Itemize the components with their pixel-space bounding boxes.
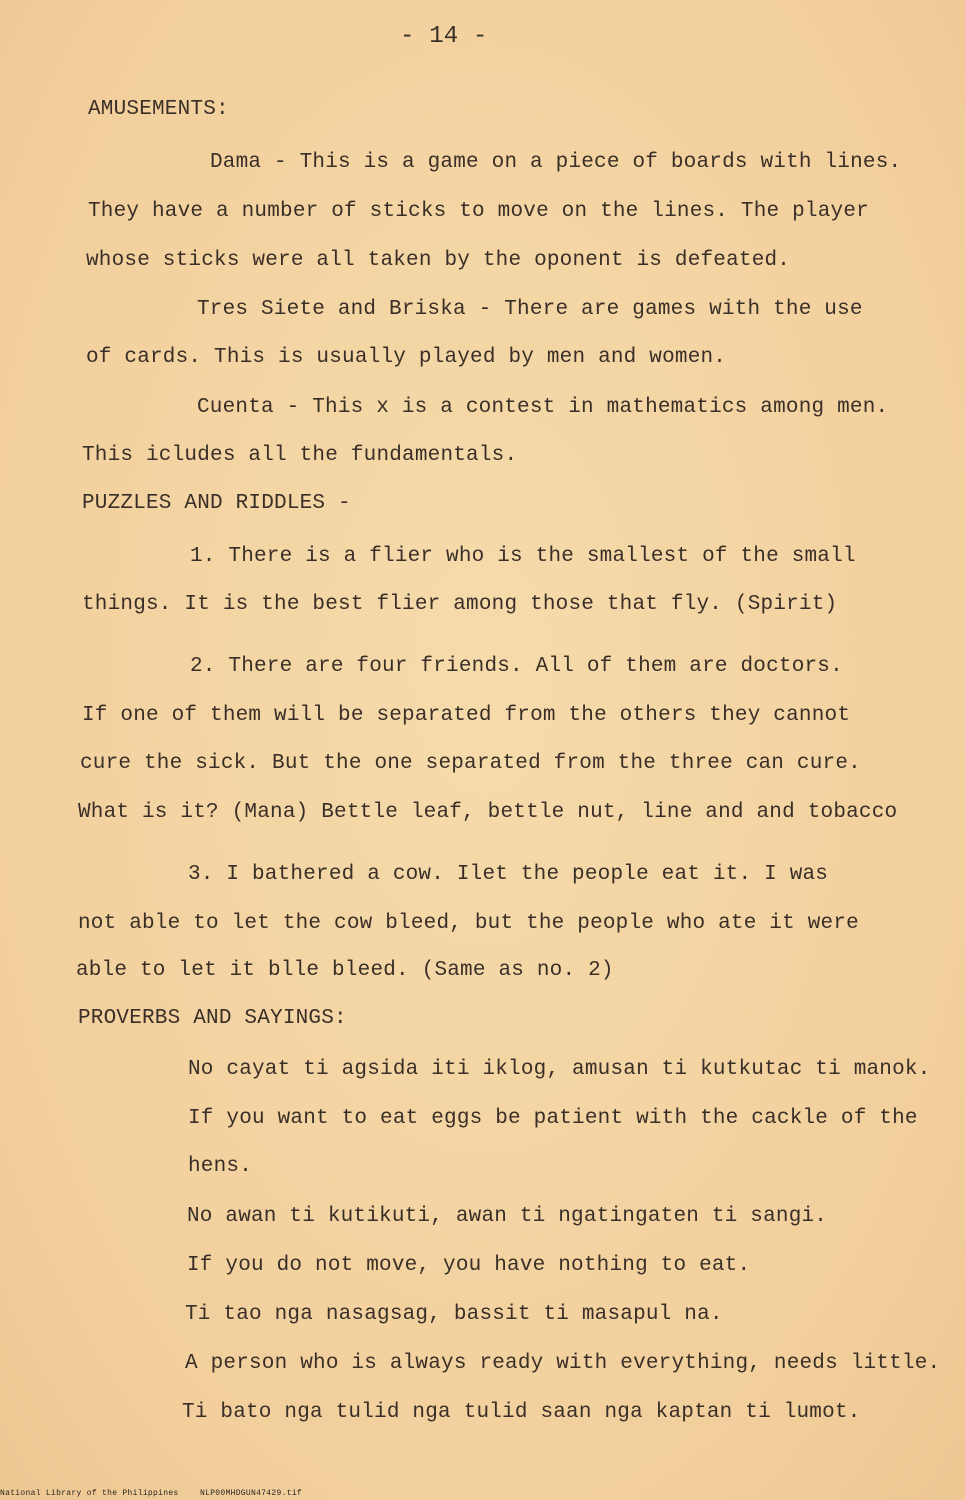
section-heading-proverbs: PROVERBS AND SAYINGS: xyxy=(78,1007,347,1030)
text-line: whose sticks were all taken by the oponent is defeated. xyxy=(86,249,791,272)
text-line: of cards. This is usually played by men and women. xyxy=(86,346,727,369)
text-line: Tres Siete and Briska - There are games with the use xyxy=(197,298,863,321)
text-line: No cayat ti agsida iti iklog, amusan ti kutkutac ti manok. xyxy=(188,1058,931,1081)
text-line: able to let it blle bleed. (Same as no. 2) xyxy=(76,959,614,982)
text-line: If one of them will be separated from the others they cannot xyxy=(82,704,851,727)
text-line: cure the sick. But the one separated from the three can cure. xyxy=(80,752,861,775)
text-line: What is it? (Mana) Bettle leaf, bettle nut, line and and tobacco xyxy=(78,801,898,824)
text-line: not able to let the cow bleed, but the people who ate it were xyxy=(78,912,859,935)
section-heading-puzzles: PUZZLES AND RIDDLES - xyxy=(82,492,351,515)
page-number: - 14 - xyxy=(400,23,488,50)
text-line: No awan ti kutikuti, awan ti ngatingaten ti sangi. xyxy=(187,1205,828,1228)
text-line: 3. I bathered a cow. Ilet the people eat it. I was xyxy=(188,863,829,886)
text-line: things. It is the best flier among those that fly. (Spirit) xyxy=(82,593,838,616)
text-line: Ti tao nga nasagsag, bassit ti masapul na. xyxy=(185,1303,723,1326)
text-line: A person who is always ready with everything, needs little. xyxy=(185,1352,941,1375)
text-line: 2. There are four friends. All of them are doctors. xyxy=(190,655,843,678)
text-line: If you do not move, you have nothing to eat. xyxy=(187,1254,751,1277)
footer-file-name: NLP00MHDGUN47429.tif xyxy=(200,1489,303,1498)
section-heading-amusements: AMUSEMENTS: xyxy=(88,98,229,121)
text-line: If you want to eat eggs be patient with the cackle of the xyxy=(188,1107,918,1130)
text-line: Cuenta - This x is a contest in mathematics among men. xyxy=(197,396,889,419)
text-line: This icludes all the fundamentals. xyxy=(82,444,518,467)
text-line: hens. xyxy=(188,1155,253,1178)
text-line: 1. There is a flier who is the smallest of the small xyxy=(190,545,856,568)
text-line: Dama - This is a game on a piece of boards with lines. xyxy=(210,151,902,174)
text-line: Ti bato nga tulid nga tulid saan nga kaptan ti lumot. xyxy=(182,1401,861,1424)
text-line: They have a number of sticks to move on the lines. The player xyxy=(88,200,869,223)
footer-library-name: National Library of the Philippines xyxy=(0,1489,179,1498)
